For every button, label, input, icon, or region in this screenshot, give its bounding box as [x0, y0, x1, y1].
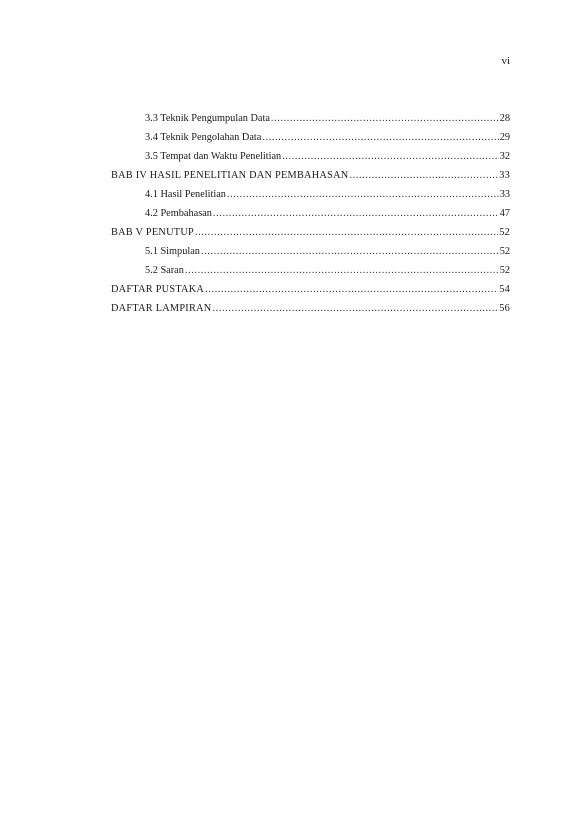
toc-dot-leader: [349, 166, 498, 185]
toc-dot-leader: [262, 128, 498, 147]
toc-entry-title: DAFTAR PUSTAKA: [111, 284, 205, 295]
toc-entry-title: 4.1 Hasil Penelitian: [145, 189, 226, 200]
toc-entry-bab-iv: [111, 166, 510, 185]
toc-entry-title: 3.3 Teknik Pengumpulan Data: [145, 113, 270, 124]
toc-dot-leader: [282, 147, 499, 166]
toc-entry-4-1: [111, 185, 510, 204]
toc-entry-daftar-lampiran: [111, 299, 510, 318]
toc-entry-page: 33: [499, 170, 510, 181]
toc-entry-3-3: [111, 109, 510, 128]
toc-dot-leader: [205, 280, 498, 299]
toc-entry-page: 52: [499, 246, 510, 257]
toc-entry-title: 4.2 Pembahasan: [145, 208, 212, 219]
toc-entry-page: 28: [499, 113, 510, 124]
toc-entry-title: 3.4 Teknik Pengolahan Data: [145, 132, 262, 143]
toc-entry-page: 33: [499, 189, 510, 200]
toc-entry-page: 47: [499, 208, 510, 219]
toc-dot-leader: [212, 299, 498, 318]
toc-entry-title: BAB IV HASIL PENELITIAN DAN PEMBAHASAN: [111, 170, 349, 181]
toc-entry-page: 29: [499, 132, 510, 143]
toc-entry-page: 56: [499, 303, 510, 314]
toc-dot-leader: [195, 223, 498, 242]
toc-entry-title: BAB V PENUTUP: [111, 227, 194, 238]
toc-entry-page: 52: [499, 265, 510, 276]
toc-entry-page: 52: [499, 227, 510, 238]
toc-dot-leader: [213, 204, 499, 223]
toc-dot-leader: [271, 109, 499, 128]
table-of-contents: [111, 109, 510, 318]
toc-dot-leader: [185, 261, 499, 280]
toc-dot-leader: [201, 242, 499, 261]
toc-entry-3-5: [111, 147, 510, 166]
toc-entry-title: DAFTAR LAMPIRAN: [111, 303, 212, 314]
toc-entry-page: 54: [499, 284, 510, 295]
toc-entry-title: 5.2 Saran: [145, 265, 184, 276]
toc-entry-5-1: [111, 242, 510, 261]
toc-entry-title: 5.1 Simpulan: [145, 246, 200, 257]
toc-entry-4-2: [111, 204, 510, 223]
toc-entry-5-2: [111, 261, 510, 280]
toc-entry-page: 32: [499, 151, 510, 162]
page-number: vi: [501, 55, 510, 67]
toc-dot-leader: [227, 185, 499, 204]
toc-entry-bab-v: [111, 223, 510, 242]
toc-entry-title: 3.5 Tempat dan Waktu Penelitian: [145, 151, 282, 162]
toc-entry-daftar-pustaka: [111, 280, 510, 299]
toc-entry-3-4: [111, 128, 510, 147]
